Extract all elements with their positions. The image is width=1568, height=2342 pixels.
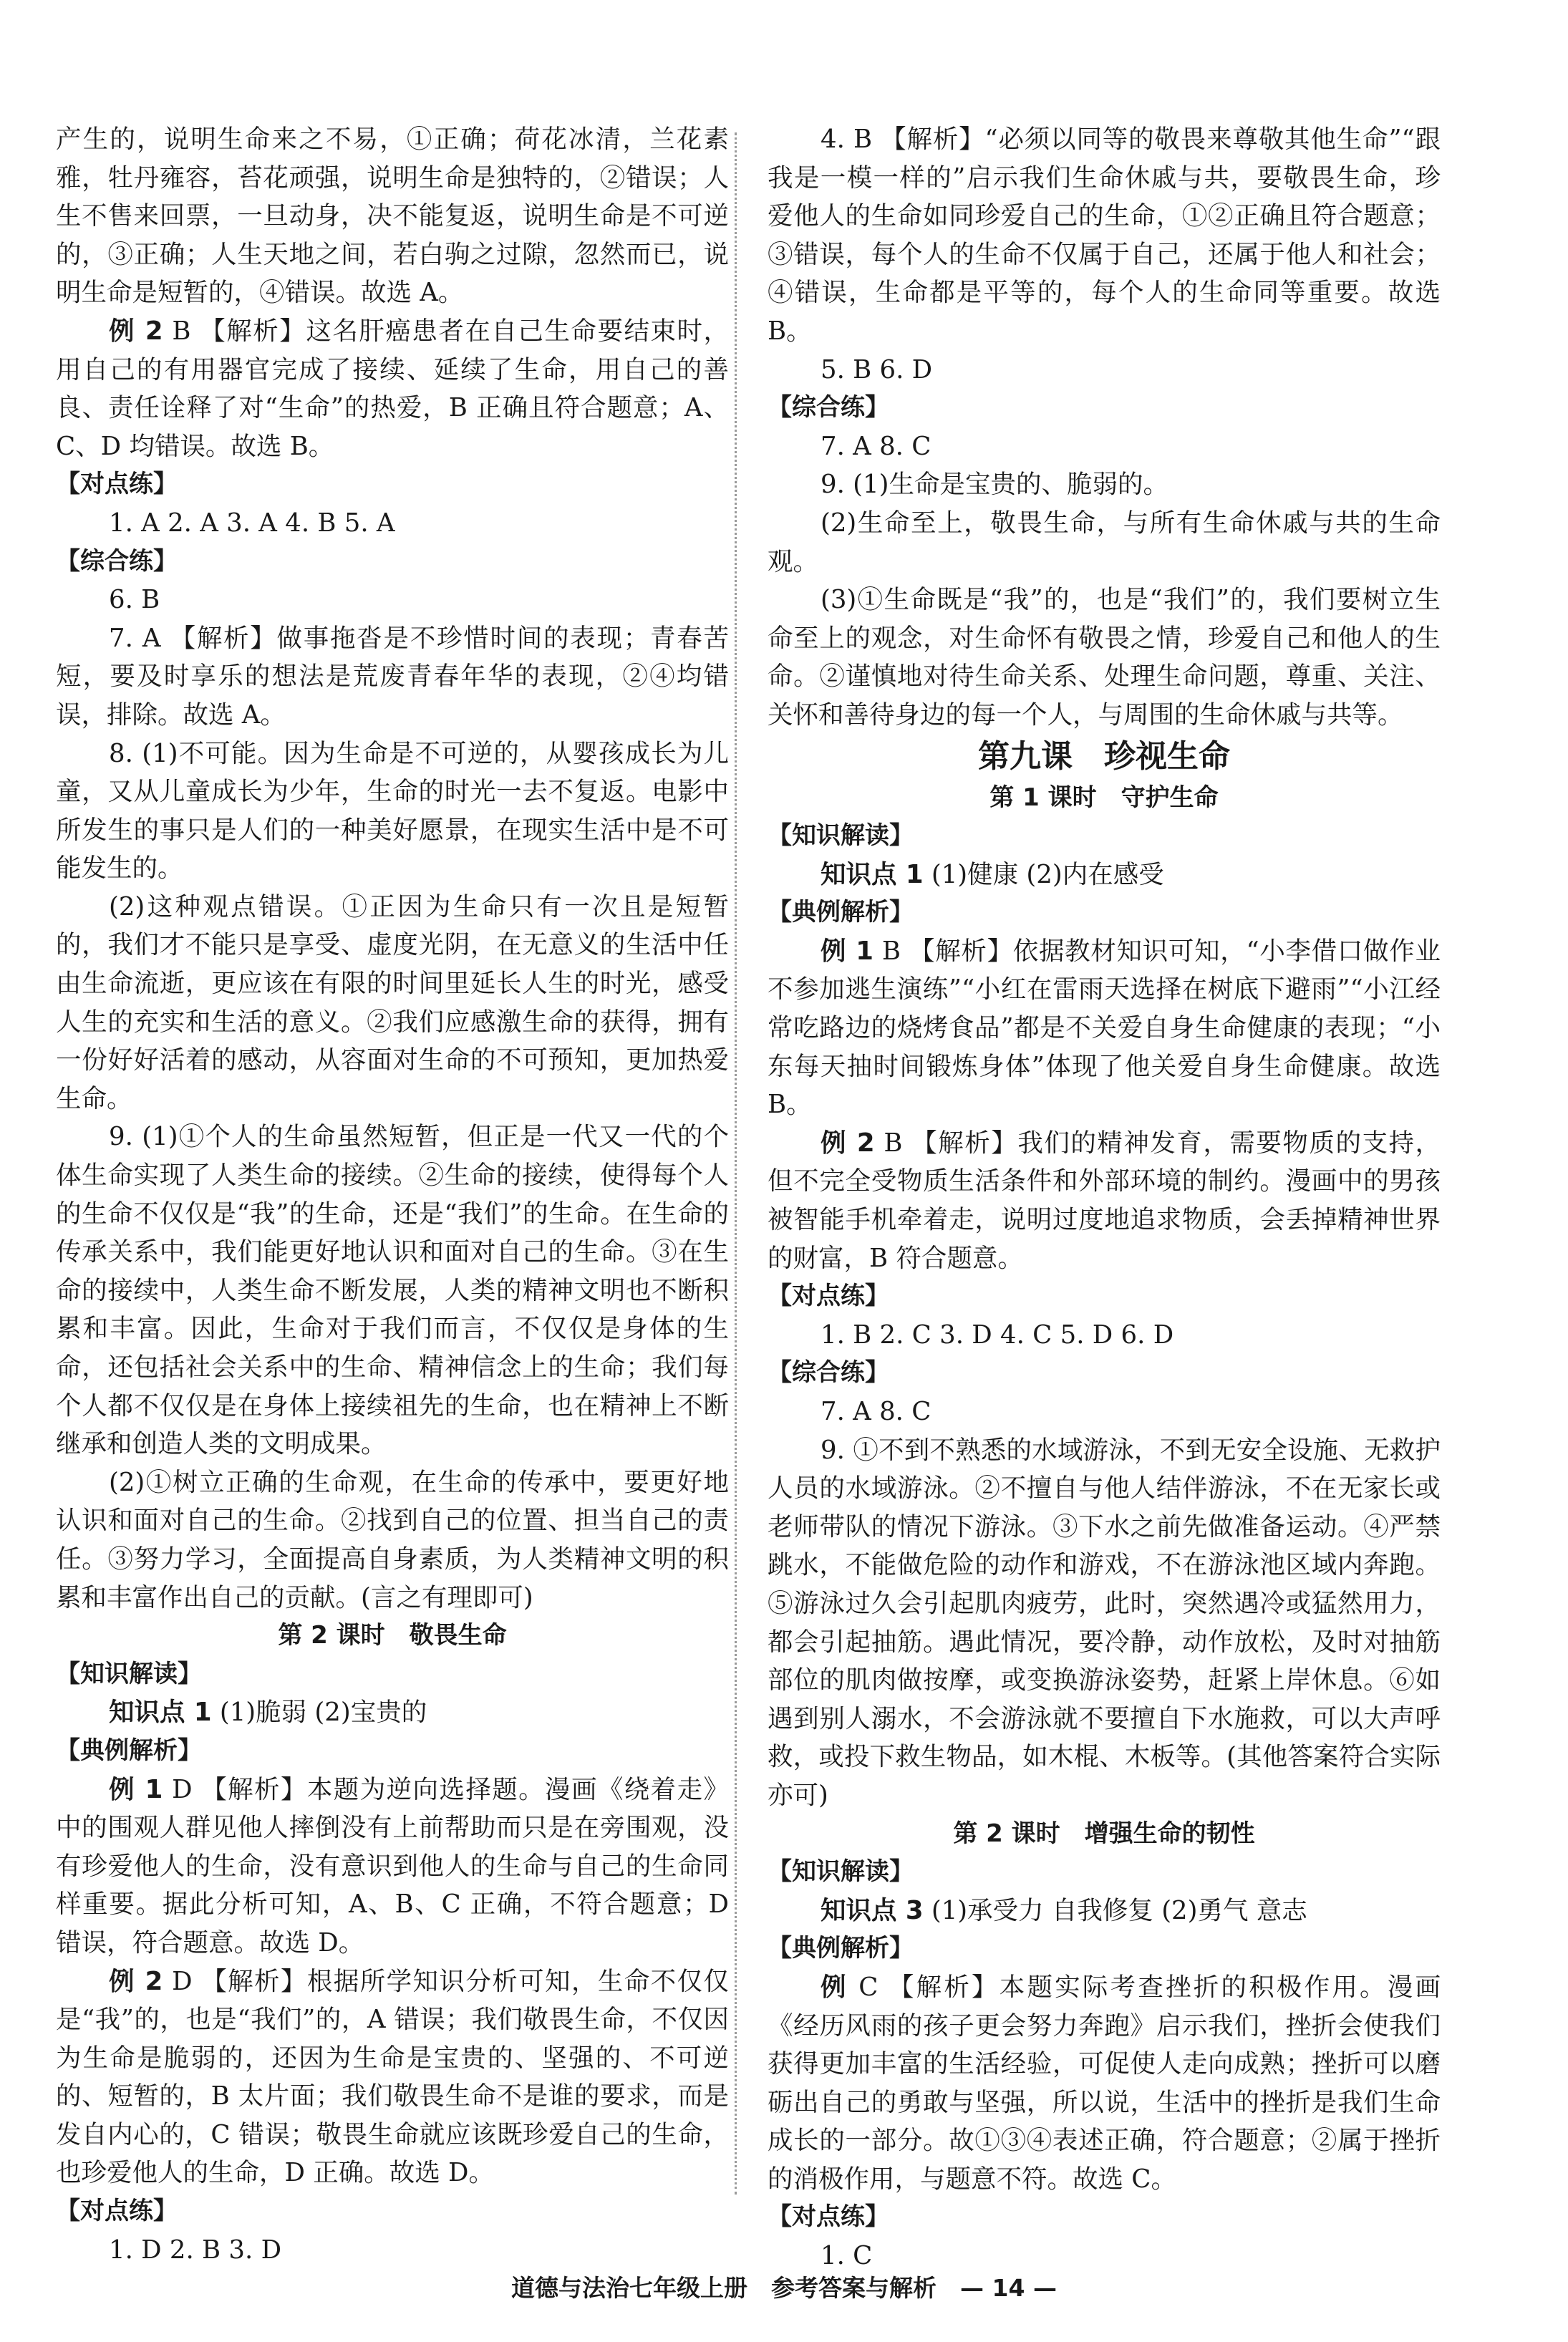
answer-paragraph: (3)①生命既是“我”的，也是“我们”的，我们要树立生命至上的观念，对生命怀有敬畏之情，珍爱自己和他人的生命。②谨慎地对待生命关系、处理生命问题，尊重、关注、关怀和善待身边的每一个人，与周围的生命休戚与共等。 xyxy=(768,585,1441,730)
example-paragraph xyxy=(56,1963,729,2193)
example-text: D 【解析】本题为逆向选择题。漫画《绕着走》中的围观人群见他人摔倒没有上前帮助而只是在旁围观，没有珍爱他人的生命，没有意识到他人的生命与自己的生命同样重要。据此分析可知，A、B、C 正确，不符合题意；D 错误，符合题意。故选 D。 xyxy=(56,1774,729,1958)
answer-paragraph: 1. A 2. A 3. A 4. B 5. A xyxy=(109,508,395,538)
example-text: (1)脆弱 (2)宝贵的 xyxy=(211,1698,427,1728)
chapter-title: 第九课 珍视生命 xyxy=(978,737,1230,775)
column-divider xyxy=(735,132,737,2195)
section-heading: 【典例解析】 xyxy=(768,1934,914,1963)
answer-paragraph: 1. C xyxy=(821,2241,873,2271)
example-paragraph xyxy=(56,1693,729,1732)
section-heading: 【对点练】 xyxy=(56,470,178,499)
section-heading: 【典例解析】 xyxy=(56,1736,202,1765)
right-column xyxy=(768,120,1441,2275)
example-text: C 【解析】本题实际考查挫折的积极作用。漫画《经历风雨的孩子更会努力奔跑》启示我们，挫折会使我们获得更加丰富的生活经验，可促使人走向成熟；挫折可以磨砺出自己的勇敢与坚强，所以说，生活中的挫折是我们生命成长的一部分。故①③④表述正确，符合题意；②属于挫折的消极作用，与题意不符。故选 C。 xyxy=(768,1972,1441,2194)
example-text: B 【解析】这名肝癌患者在自己生命要结束时，用自己的有用器官完成了接续、延续了生命，用自己的善良、责任诠释了对“生命”的热爱，B 正确且符合题意；A、C、D 均错误。故选 B。 xyxy=(56,316,729,461)
answer-paragraph: 1. D 2. B 3. D xyxy=(109,2235,282,2265)
example-label: 例 1 xyxy=(109,1774,163,1804)
answer-paragraph: 5. B 6. D xyxy=(821,354,933,384)
example-text: D 【解析】根据所学知识分析可知，生命不仅仅是“我”的，也是“我们”的，A 错误；我们敬畏生命，不仅因为生命是脆弱的，还因为生命是宝贵的、坚强的、不可逆的、短暂的，B 太片面；我们敬畏生命不是谁的要求，而是发自内心的，C 错误；敬畏生命就应该既珍爱自己的生命，也珍爱他人的生命，D 正确。故选 D。 xyxy=(56,1966,729,2188)
section-heading: 【对点练】 xyxy=(768,2202,889,2232)
answer-paragraph: (2)生命至上，敬畏生命，与所有生命休戚与共的生命观。 xyxy=(768,508,1441,576)
answer-paragraph: 6. B xyxy=(109,585,160,615)
example-label: 知识点 1 xyxy=(821,859,924,889)
section-heading: 【对点练】 xyxy=(56,2197,178,2226)
section-heading: 【典例解析】 xyxy=(768,898,914,927)
example-paragraph xyxy=(768,932,1441,1124)
section-heading: 【综合练】 xyxy=(768,1358,889,1388)
example-paragraph xyxy=(768,1124,1441,1277)
answer-paragraph: 8. (1)不可能。因为生命是不可逆的，从婴孩成长为儿童，又从儿童成长为少年，生命的时光一去不复返。电影中所发生的事只是人们的一种美好愿景，在现实生活中是不可能发生的。 xyxy=(56,738,729,884)
answer-paragraph: 4. B 【解析】“必须以同等的敬畏来尊敬其他生命”“跟我是一模一样的”启示我们生命休戚与共，要敬畏生命，珍爱他人的生命如同珍爱自己的生命，①②正确且符合题意；③错误，每个人的生命不仅属于自己，还属于他人和社会；④错误，生命都是平等的，每个人的生命同等重要。故选 B。 xyxy=(768,125,1441,346)
example-paragraph xyxy=(56,312,729,465)
example-label: 知识点 3 xyxy=(821,1895,924,1925)
section-heading: 【知识解读】 xyxy=(56,1659,202,1688)
answer-paragraph: 7. A 8. C xyxy=(821,1397,931,1426)
lesson-title: 第 2 课时 增强生命的韧性 xyxy=(953,1819,1255,1848)
answer-paragraph: 1. B 2. C 3. D 4. C 5. D 6. D xyxy=(821,1320,1174,1350)
example-label: 知识点 1 xyxy=(109,1698,212,1728)
example-text: (1)承受力 自我修复 (2)勇气 意志 xyxy=(923,1895,1307,1925)
example-label: 例 xyxy=(821,1972,848,2002)
section-heading: 【综合练】 xyxy=(56,546,178,576)
left-column xyxy=(56,120,729,2269)
answer-paragraph: 9. (1)①个人的生命虽然短暂，但正是一代又一代的个体生命实现了人类生命的接续。②生命的接续，使得每个人的生命不仅仅是“我”的生命，还是“我们”的生命。在生命的传承关系中，我们能更好地认识和面对自己的生命。③在生命的接续中，人类生命不断发展，人类的精神文明也不断积累和丰富。因此，生命对于我们而言，不仅仅是身体的生命，还包括社会关系中的生命、精神信念上的生命；我们每个人都不仅仅是在身体上接续祖先的生命，也在精神上不断继承和创造人类的文明成果。 xyxy=(56,1122,729,1459)
section-heading: 【知识解读】 xyxy=(768,821,914,851)
section-heading: 【知识解读】 xyxy=(768,1857,914,1887)
example-label: 例 2 xyxy=(821,1128,875,1158)
example-paragraph xyxy=(56,1771,729,1963)
section-heading: 【对点练】 xyxy=(768,1282,889,1311)
example-paragraph xyxy=(768,1968,1441,2199)
answer-paragraph: 7. A 8. C xyxy=(821,431,931,461)
page-footer: 道德与法治七年级上册 参考答案与解析 — 14 — xyxy=(511,2274,1057,2302)
answer-paragraph: 产生的，说明生命来之不易，①正确；荷花冰清，兰花素雅，牡丹雍容，苔花顽强，说明生命是独特的，②错误；人生不售来回票，一旦动身，决不能复返，说明生命是不可逆的，③正确；人生天地之间，若白驹之过隙，忽然而已，说明生命是短暂的，④错误。故选 A。 xyxy=(56,125,729,308)
lesson-title: 第 2 课时 敬畏生命 xyxy=(278,1621,507,1650)
example-paragraph xyxy=(768,1892,1441,1930)
example-text: (1)健康 (2)内在感受 xyxy=(923,859,1164,889)
answer-paragraph: (2)①树立正确的生命观，在生命的传承中，要更好地认识和面对自己的生命。②找到自己的位置、担当自己的责任。③努力学习，全面提高自身素质，为人类精神文明的积累和丰富作出自己的贡献。(言之有理即可) xyxy=(56,1467,729,1612)
answer-paragraph: 7. A 【解析】做事拖沓是不珍惜时间的表现；青春苦短，要及时享乐的想法是荒废青春年华的表现，②④均错误，排除。故选 A。 xyxy=(56,623,729,730)
section-heading: 【综合练】 xyxy=(768,393,889,422)
example-label: 例 2 xyxy=(109,316,163,346)
example-paragraph xyxy=(768,856,1441,894)
example-label: 例 2 xyxy=(109,1966,163,1996)
example-text: B 【解析】我们的精神发育，需要物质的支持，但不完全受物质生活条件和外部环境的制约。漫画中的男孩被智能手机牵着走，说明过度地追求物质，会丢掉精神世界的财富，B 符合题意。 xyxy=(768,1128,1441,1273)
answer-paragraph: (2)这种观点错误。①正因为生命只有一次且是短暂的，我们才不能只是享受、虚度光阴，在无意义的生活中任由生命流逝，更应该在有限的时间里延长人生的时光，感受人生的充实和生活的意义。②我们应感激生命的获得，拥有一份好好活着的感动，从容面对生命的不可预知，更加热爱生命。 xyxy=(56,891,729,1113)
example-label: 例 1 xyxy=(821,936,873,966)
example-text: B 【解析】依据教材知识可知，“小李借口做作业不参加逃生演练”“小红在雷雨天选择在树底下避雨”“小江经常吃路边的烧烤食品”都是不关爱自身生命健康的表现；“小东每天抽时间锻炼身体”体现了他关爱自身生命健康。故选 B。 xyxy=(768,936,1441,1120)
answer-paragraph: 9. (1)生命是宝贵的、脆弱的。 xyxy=(821,470,1168,500)
answer-paragraph: 9. ①不到不熟悉的水域游泳，不到无安全设施、无救护人员的水域游泳。②不擅自与他人结伴游泳，不在无家长或老师带队的情况下游泳。③下水之前先做准备运动。④严禁跳水，不能做危险的动作和游戏，不在游泳池区域内奔跑。⑤游泳过久会引起肌肉疲劳，此时，突然遇冷或猛然用力，都会引起抽筋。遇此情况，要冷静，动作放松，及时对抽筋部位的肌肉做按摩，或变换游泳姿势，赶紧上岸休息。⑥如遇到别人溺水，不会游泳就不要擅自下水施救，可以大声呼救，或投下救生物品，如木棍、木板等。(其他答案符合实际亦可) xyxy=(768,1435,1441,1810)
lesson-title: 第 1 课时 守护生命 xyxy=(989,783,1219,812)
